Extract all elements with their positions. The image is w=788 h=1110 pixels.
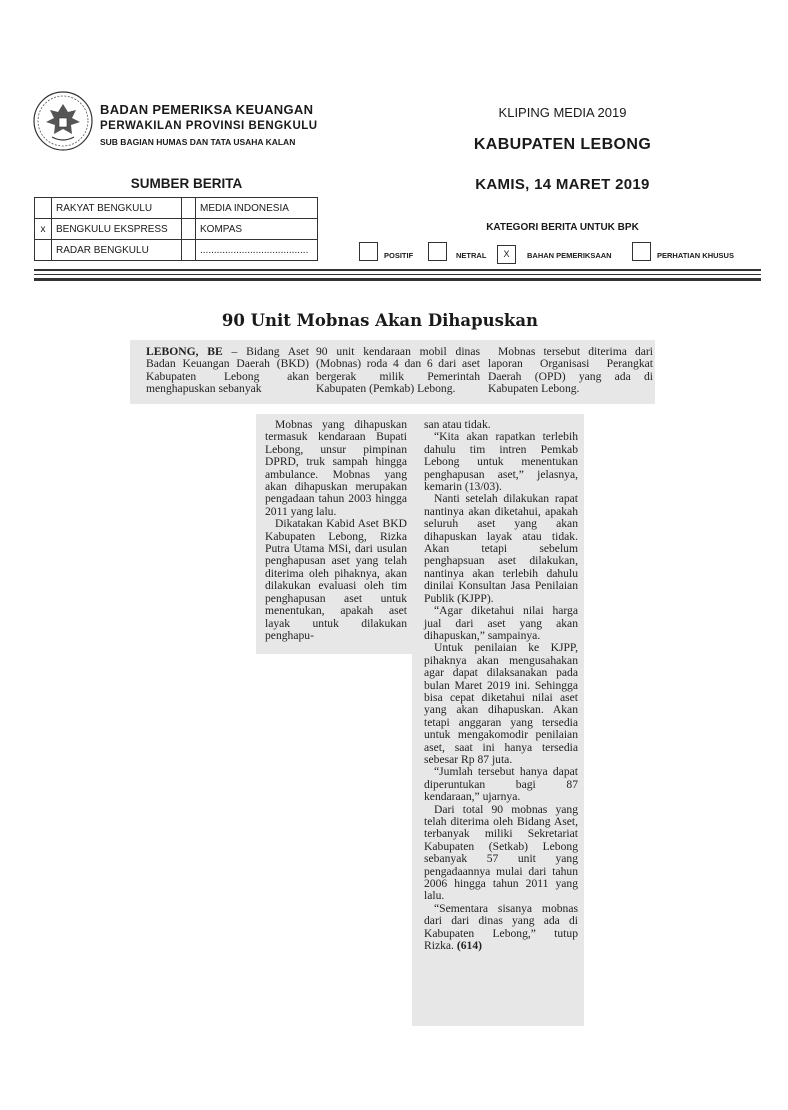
category-checkbox-netral (428, 242, 447, 261)
divider (34, 278, 761, 281)
divider (34, 269, 761, 271)
org-subdivision: SUB BAGIAN HUMAS DAN TATA USAHA KALAN (100, 137, 296, 147)
category-label-bahan-pemeriksaan: BAHAN PEMERIKSAAN (527, 251, 612, 260)
sources-title: SUMBER BERITA (130, 176, 243, 191)
body-paragraph: “Agar diketahui nilai harga jual dari aset yang akan dihapuskan,” sampainya. (424, 604, 578, 642)
lead-text: 90 unit kendaraan mobil dinas (Mobnas) roda 4 dan 6 dari aset bergerak milik Pemerintah Kabupaten (Pemkab) Lebong. (316, 345, 480, 396)
source-name: KOMPAS (196, 219, 318, 240)
body-paragraph: Dikatakan Kabid Aset BKD Kabupaten Lebong, Rizka Putra Utama MSi, dari usulan penghapusan aset yang telah diterima oleh pihaknya, akan dilakukan evaluasi oleh tim penghapusan aset untuk menentukan, apakah aset layak untuk dilakukan penghapu- (265, 517, 407, 642)
source-name: RADAR BENGKULU (52, 240, 182, 261)
category-label-perhatian-khusus: PERHATIAN KHUSUS (657, 251, 734, 260)
body-paragraph: Untuk penilaian ke KJPP, pihaknya akan mengusahakan agar dapat dilaksanakan pada bulan Maret 2019 ini. Sehingga bisa cepat diketahui nilai aset yang akan dihapuskan. Akan tetapi anggaran yang tersedia untuk mengakomodir penilaian aset, saat ini hanya tersedia sebesar Rp 87 juta. (424, 641, 578, 766)
region-title: KABUPATEN LEBONG (473, 136, 652, 153)
source-mark (35, 240, 52, 261)
source-name: RAKYAT BENGKULU (52, 198, 182, 219)
source-row (35, 240, 318, 261)
category-checkbox-perhatian-khusus (632, 242, 651, 261)
source-name: MEDIA INDONESIA (196, 198, 318, 219)
org-name: BADAN PEMERIKSA KEUANGAN (100, 102, 314, 117)
source-mark (182, 198, 196, 219)
article-dateline: LEBONG, BE (146, 345, 223, 358)
divider (34, 274, 761, 275)
category-title: KATEGORI BERITA UNTUK BPK (486, 222, 639, 233)
lead-column-1 (146, 346, 309, 396)
source-mark (182, 219, 196, 240)
category-label-netral: NETRAL (456, 251, 487, 260)
lead-column-2 (316, 346, 480, 396)
clipping-label: KLIPING MEDIA 2019 (498, 105, 627, 120)
body-paragraph: Nanti setelah dilakukan rapat nantinya akan diketahui, apakah seluruh aset yang akan dihapuskan layak atau tidak. Akan tetapi sebelum penghapsuan aset dilakukan, nantinya akan terlebih dahulu dinilai Konsultan Jasa Penilaian Publik (KJPP). (424, 492, 578, 605)
body-paragraph: “Kita akan rapatkan terlebih dahulu tim intren Pemkab Lebong untuk menentukan penghapusan aset,” jelasnya, kemarin (13/03). (424, 430, 578, 494)
source-name: ....................................... (196, 240, 318, 261)
clipping-date: KAMIS, 14 MARET 2019 (475, 176, 650, 193)
category-checkbox-positif (359, 242, 378, 261)
article-code: (614) (456, 939, 482, 953)
body-paragraph: san atau tidak. (424, 418, 491, 431)
lead-text: – Bidang Aset Badan Keuangan Daerah (BKD) Kabupaten Lebong akan menghapuskan sebanyak (146, 345, 309, 396)
sources-table (34, 197, 318, 261)
body-paragraph: Mobnas yang dihapuskan termasuk kendaraan Bupati Lebong, unsur pimpinan DPRD, truk sampah hingga ambulance. Mobnas yang akan dihapuskan merupakan pengadaan tahun 2003 hingga 2011 yang lalu. (265, 418, 407, 518)
source-row (35, 219, 318, 240)
body-paragraph: “Jumlah tersebut hanya dapat diperuntukan bagi 87 kendaraan,” ujarnya. (424, 765, 578, 804)
source-name: BENGKULU EKSPRESS (52, 219, 182, 240)
category-checkbox-bahan-pemeriksaan: X (497, 245, 516, 264)
body-column-1 (265, 419, 407, 642)
lead-column-3 (488, 346, 653, 396)
body-column-2 (424, 419, 578, 952)
source-row (35, 198, 318, 219)
lead-text: Mobnas tersebut diterima dari laporan Organisasi Perangkat Daerah (OPD) yang ada di Kabupaten Lebong. (488, 345, 653, 396)
body-paragraph: “Sementara sisanya mobnas dari dari dinas yang ada di Kabupaten Lebong,” tutup Rizka. (424, 901, 578, 953)
source-mark: x (35, 219, 52, 240)
category-label-positif: POSITIF (384, 251, 414, 260)
article-headline: 90 Unit Mobnas Akan Dihapuskan (221, 311, 539, 330)
body-paragraph: Dari total 90 mobnas yang telah diterima oleh Bidang Aset, terbanyak miliki Sekretariat Kabupaten (Setkab) Lebong sebanyak 57 unit yang pengadaannya mulai dari tahun 2006 hingga tahun 2011 yang lalu. (424, 802, 578, 903)
bpk-emblem-logo (32, 90, 94, 152)
source-mark (182, 240, 196, 261)
source-mark (35, 198, 52, 219)
org-branch: PERWAKILAN PROVINSI BENGKULU (100, 120, 318, 132)
